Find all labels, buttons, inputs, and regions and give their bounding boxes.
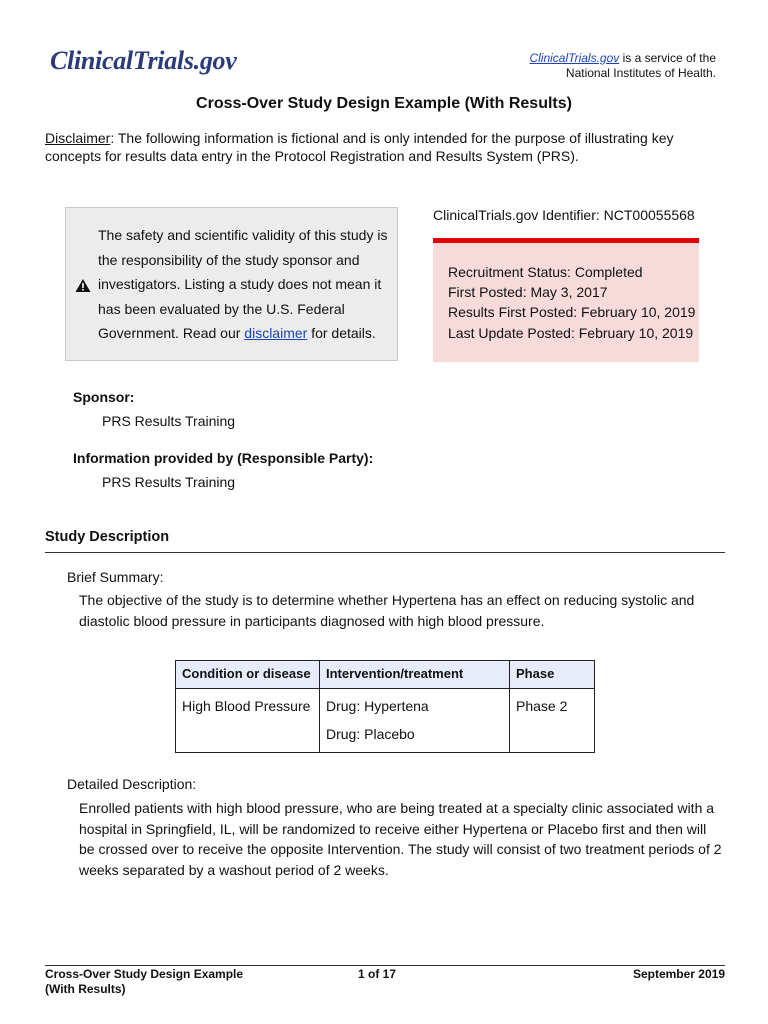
section-divider xyxy=(45,552,725,553)
cell-interventions xyxy=(320,689,510,753)
disclaimer-text: : The following information is fictional and is only intended for the purpose of illustrating key concepts for results data entry in the Protocol Registration and Results System (PRS). xyxy=(45,130,674,164)
disclaimer-paragraph xyxy=(45,129,725,165)
sponsor-value: PRS Results Training xyxy=(102,413,236,429)
service-link[interactable]: ClinicalTrials.gov xyxy=(529,51,620,65)
warning-message xyxy=(98,223,390,346)
study-identifier: ClinicalTrials.gov Identifier: NCT00055568 xyxy=(433,207,695,223)
warning-triangle-icon xyxy=(75,278,91,293)
header-phase: Phase xyxy=(510,661,595,689)
cell-phase: Phase 2 xyxy=(510,689,595,753)
status-box xyxy=(433,238,699,362)
detailed-description-label: Detailed Description: xyxy=(67,776,197,792)
section-heading-study-description: Study Description xyxy=(45,529,170,545)
detailed-description-text: Enrolled patients with high blood pressure, who are being treated at a specialty clinic associated with a hospital in Springfield, IL, will be randomized to receive either Hypertena or Placebo first and then will be crossed over to receive the opposite Intervention. The study will consist of two treatment periods of 2 weeks separated by a washout period of 2 weeks. xyxy=(79,800,722,878)
warning-text-after: for details. xyxy=(307,325,376,341)
footer-doc-title xyxy=(45,967,243,997)
responsible-party-value: PRS Results Training xyxy=(102,474,236,490)
page-title: Cross-Over Study Design Example (With Results) xyxy=(196,95,572,112)
footer-title-line2: (With Results) xyxy=(45,982,126,996)
header-intervention: Intervention/treatment xyxy=(320,661,510,689)
service-note xyxy=(529,51,716,81)
conditions-table xyxy=(175,660,595,753)
disclaimer-link[interactable]: disclaimer xyxy=(244,325,308,341)
responsible-party-label: Information provided by (Responsible Party): xyxy=(73,450,374,466)
warning-text-before: The safety and scientific validity of this study is the responsibility of the study sponsor and investigators. Listing a study does not mean it has been evaluated by the U.S. Federal Government. Read our xyxy=(98,227,388,341)
brief-summary-text: The objective of the study is to determine whether Hypertena has an effect on reducing systolic and diastolic blood pressure in participants diagnosed with high blood pressure. xyxy=(79,592,695,629)
intervention-item: Drug: Hypertena xyxy=(326,698,429,714)
site-logo[interactable]: ClinicalTrials.gov xyxy=(50,46,237,75)
page-number: 1 of 17 xyxy=(358,967,397,981)
warning-box xyxy=(65,207,398,361)
service-line2: National Institutes of Health. xyxy=(565,66,716,80)
sponsor-label: Sponsor: xyxy=(73,389,135,405)
footer-divider xyxy=(45,965,725,966)
disclaimer-label: Disclaimer xyxy=(45,130,111,146)
recruitment-status: Recruitment Status: Completed xyxy=(448,264,643,280)
service-suffix: is a service of the xyxy=(619,51,716,65)
brief-summary-label: Brief Summary: xyxy=(67,569,164,585)
table-header-row xyxy=(176,661,595,689)
intervention-item: Drug: Placebo xyxy=(326,726,415,742)
header-condition: Condition or disease xyxy=(176,661,320,689)
footer-title-line1: Cross-Over Study Design Example xyxy=(45,967,244,981)
table-row xyxy=(176,689,595,753)
footer-date: September 2019 xyxy=(632,967,725,981)
first-posted: First Posted: May 3, 2017 xyxy=(448,284,608,301)
cell-condition: High Blood Pressure xyxy=(176,689,320,753)
last-update-posted: Last Update Posted: February 10, 2019 xyxy=(448,324,694,341)
results-first-posted: Results First Posted: February 10, 2019 xyxy=(448,304,696,321)
